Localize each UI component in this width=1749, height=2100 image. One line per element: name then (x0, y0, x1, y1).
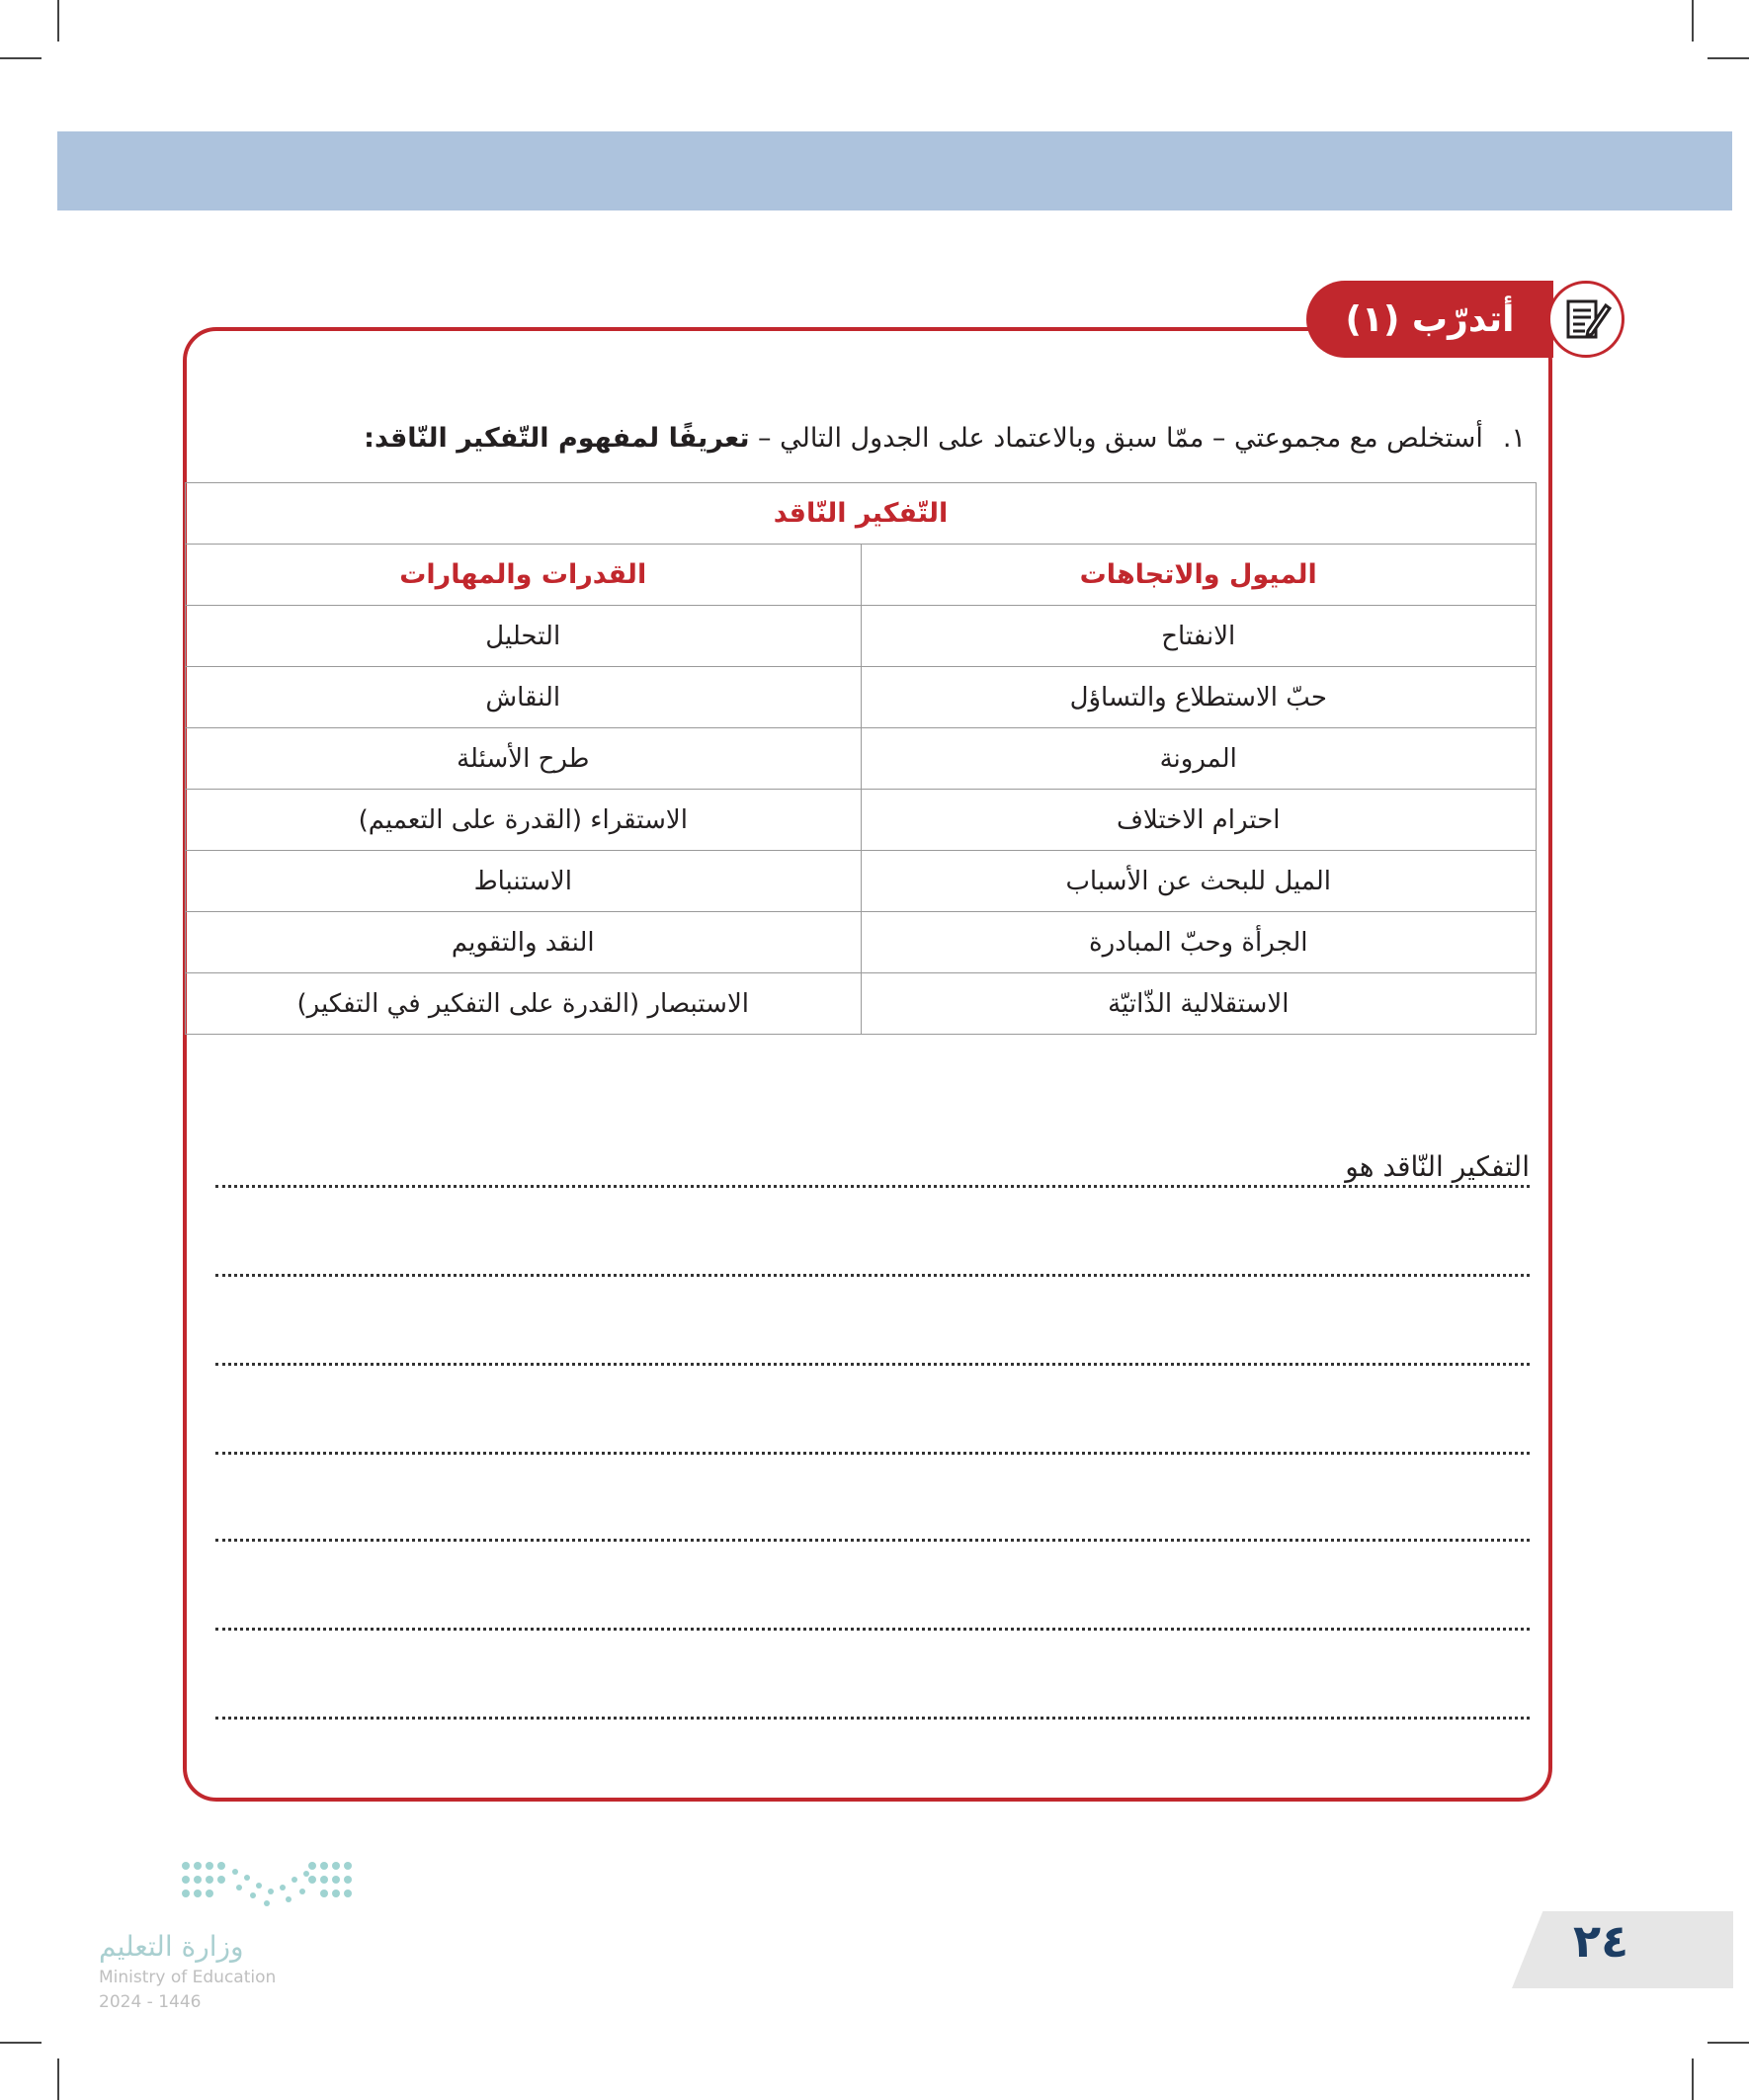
table-cell: طرح الأسئلة (186, 728, 862, 790)
instruction-number: ١. (1502, 423, 1526, 454)
answer-line[interactable] (215, 1680, 1530, 1720)
column-header: الميول والاتجاهات (861, 545, 1537, 606)
table-cell: النقاش (186, 667, 862, 728)
table-row (186, 973, 1537, 1035)
table-title: التّفكير النّاقد (186, 483, 1537, 545)
answer-prompt: التفكير النّاقد هو (1339, 1150, 1530, 1183)
answer-line[interactable] (215, 1502, 1530, 1542)
table-cell: التحليل (186, 606, 862, 667)
table-row (186, 606, 1537, 667)
crop-mark (0, 2042, 42, 2044)
table-row (186, 851, 1537, 912)
column-header: القدرات والمهارات (186, 545, 862, 606)
instruction-text (182, 419, 1526, 459)
answer-line[interactable] (215, 1415, 1530, 1455)
table-row (186, 667, 1537, 728)
page-number: ٢٤ (1573, 1914, 1629, 1968)
crop-mark (1692, 2058, 1694, 2100)
critical-thinking-table (185, 482, 1537, 1035)
table-cell: الانفتاح (861, 606, 1537, 667)
header-band (57, 131, 1732, 210)
table-cell: الاستبصار (القدرة على التفكير في التفكير) (186, 973, 862, 1035)
ministry-name-ar: وزارة التعليم (99, 1930, 244, 1963)
table-cell: الاستقراء (القدرة على التعميم) (186, 790, 862, 851)
answer-line[interactable] (215, 1591, 1530, 1631)
crop-mark (57, 2058, 59, 2100)
answer-line[interactable] (215, 1237, 1530, 1277)
crop-mark (1707, 2042, 1749, 2044)
answer-line[interactable] (215, 1326, 1530, 1366)
table-cell: الاستقلالية الذّاتيّة (861, 973, 1537, 1035)
crop-mark (1692, 0, 1694, 42)
instruction-bold: تعريفًا لمفهوم التّفكير النّاقد: (364, 423, 750, 454)
table-cell: المرونة (861, 728, 1537, 790)
table-cell: النقد والتقويم (186, 912, 862, 973)
edition-year: 2024 - 1446 (99, 1992, 202, 2012)
table-row (186, 728, 1537, 790)
table-cell: الاستنباط (186, 851, 862, 912)
answer-line[interactable] (215, 1148, 1530, 1188)
table-cell: احترام الاختلاف (861, 790, 1537, 851)
table-row (186, 912, 1537, 973)
table-cell: حبّ الاستطلاع والتساؤل (861, 667, 1537, 728)
table-cell: الميل للبحث عن الأسباب (861, 851, 1537, 912)
activity-title: أتدرّب (١) (1345, 298, 1515, 340)
instruction-body: أستخلص مع مجموعتي – ممّا سبق وبالاعتماد على الجدول التالي – (749, 423, 1483, 454)
table-row (186, 790, 1537, 851)
table-cell: الجرأة وحبّ المبادرة (861, 912, 1537, 973)
crop-mark (57, 0, 59, 42)
crop-mark (0, 57, 42, 59)
ministry-name-en: Ministry of Education (99, 1968, 277, 1987)
ministry-logo-icon (180, 1858, 354, 1917)
exercise-icon (1547, 281, 1624, 358)
crop-mark (1707, 57, 1749, 59)
activity-title-tab (1306, 281, 1553, 358)
